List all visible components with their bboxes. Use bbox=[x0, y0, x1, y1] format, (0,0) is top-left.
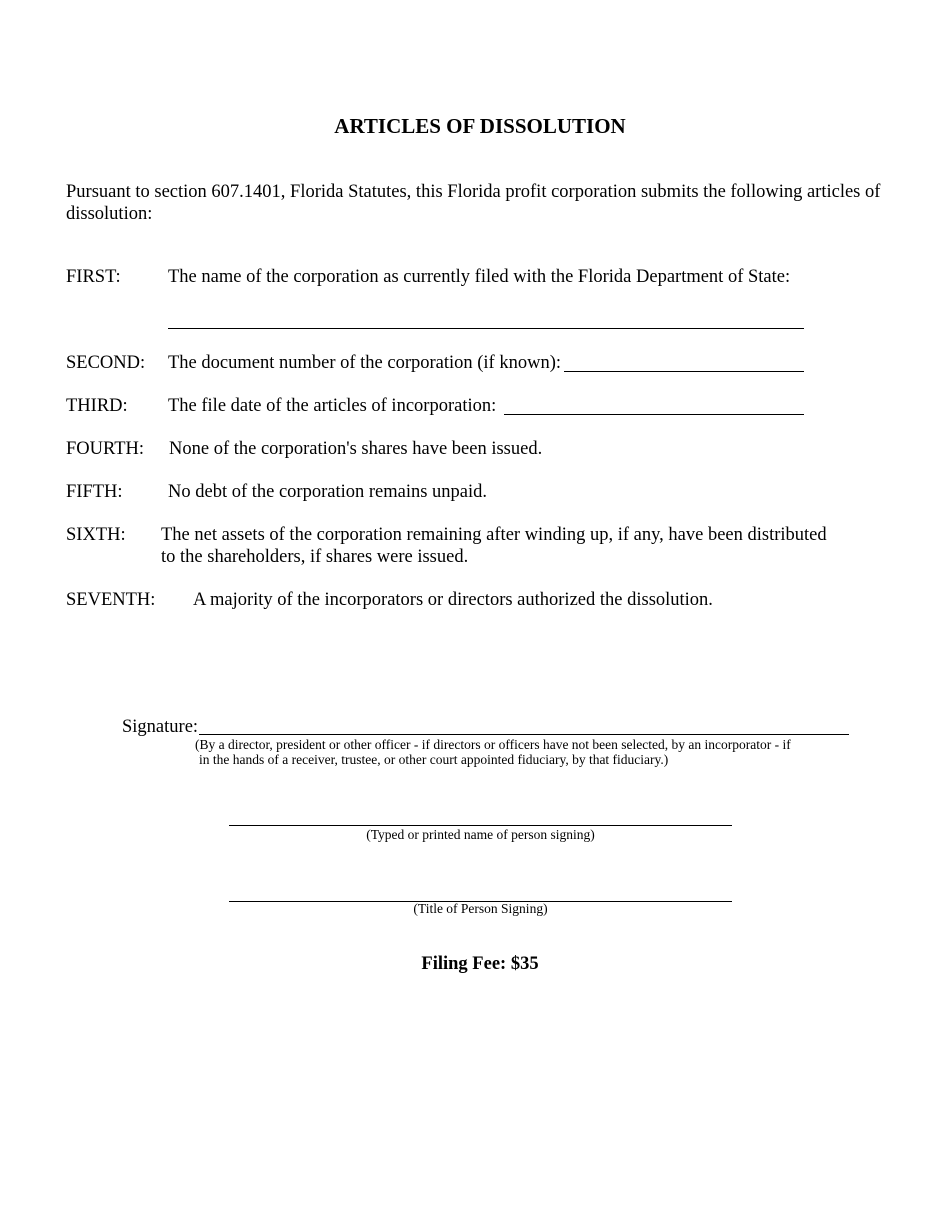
article-fifth-text: No debt of the corporation remains unpaid. bbox=[168, 482, 488, 502]
article-first-text: The name of the corporation as currently filed with the Florida Department of State: bbox=[168, 267, 791, 287]
file-date-field[interactable] bbox=[504, 414, 804, 415]
article-second-text: The document number of the corporation (if known): bbox=[168, 353, 562, 373]
article-third-label: THIRD: bbox=[66, 396, 128, 416]
intro-paragraph: Pursuant to section 607.1401, Florida Statutes, this Florida profit corporation submits the following articles of dissolution: bbox=[66, 182, 881, 224]
article-fifth-label: FIFTH: bbox=[66, 482, 123, 502]
document-title: ARTICLES OF DISSOLUTION bbox=[334, 114, 626, 138]
article-sixth-label: SIXTH: bbox=[66, 525, 126, 545]
filing-fee: Filing Fee: $35 bbox=[421, 954, 539, 974]
corporation-name-field[interactable] bbox=[168, 328, 804, 329]
article-fourth-text: None of the corporation's shares have been issued. bbox=[169, 439, 543, 459]
article-first-label: FIRST: bbox=[66, 267, 121, 287]
article-seventh-text: A majority of the incorporators or directors authorized the dissolution. bbox=[193, 590, 713, 610]
article-third-text: The file date of the articles of incorporation: bbox=[168, 396, 497, 416]
article-sixth-text-line-2: to the shareholders, if shares were issued. bbox=[161, 547, 469, 567]
signature-label: Signature: bbox=[122, 717, 199, 737]
document-number-field[interactable] bbox=[564, 371, 804, 372]
article-second-label: SECOND: bbox=[66, 353, 146, 373]
signature-note-line-2: in the hands of a receiver, trustee, or other court appointed fiduciary, by that fiduciary.) bbox=[199, 752, 669, 767]
article-seventh-label: SEVENTH: bbox=[66, 590, 156, 610]
signer-title-caption: (Title of Person Signing) bbox=[413, 901, 548, 916]
signature-field[interactable] bbox=[199, 734, 849, 735]
signature-note-line-1: (By a director, president or other officer - if directors or officers have not been selected, by an incorporator - if bbox=[195, 737, 791, 752]
printed-name-caption: (Typed or printed name of person signing) bbox=[366, 827, 595, 842]
article-fourth-label: FOURTH: bbox=[66, 439, 145, 459]
printed-name-field[interactable] bbox=[229, 825, 732, 826]
article-sixth-text-line-1: The net assets of the corporation remaining after winding up, if any, have been distributed bbox=[161, 525, 827, 545]
